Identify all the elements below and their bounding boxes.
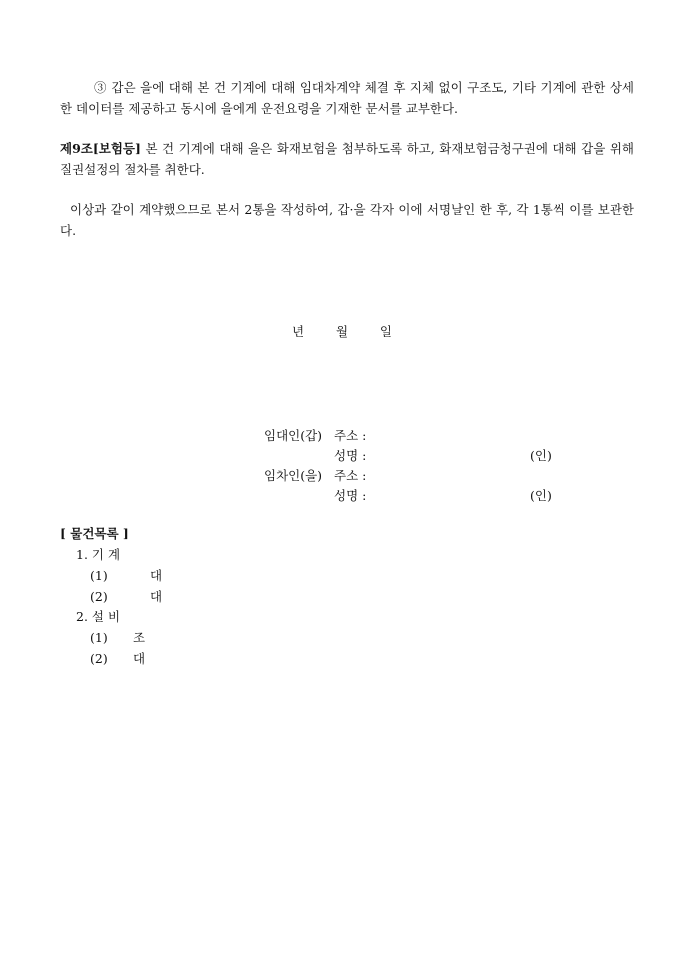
machine-item-unit: 대 — [150, 568, 163, 583]
machine-item-number: (1) — [90, 568, 108, 583]
date-day-label: 일 — [379, 324, 392, 339]
closing-paragraph: 이상과 같이 계약했으므로 본서 2통을 작성하여, 갑·을 각자 이에 서명날인 한 후, 각 1통씩 이를 보관한다. — [60, 202, 634, 238]
machines-section-title: 1. 기 계 — [76, 547, 121, 562]
clause-9-paragraph — [60, 138, 634, 180]
lessor-address-label: 주소 : — [334, 428, 367, 443]
date-year-label: 년 — [292, 324, 305, 339]
lessee-name-label: 성명 : — [334, 488, 367, 503]
contract-date — [292, 322, 392, 340]
lessor-seal-mark: (인) — [530, 448, 552, 463]
machine-item-unit: 대 — [150, 589, 163, 604]
lessor-party-label: 임대인(갑) — [264, 428, 323, 443]
clause-9-body: 본 건 기계에 대해 을은 화재보험을 첨부하도록 하고, 화재보험금청구권에 대해 갑을 위해 질권설정의 절차를 취한다. — [60, 141, 634, 177]
lessee-seal-mark: (인) — [530, 488, 552, 503]
lessor-name-label: 성명 : — [334, 448, 367, 463]
date-month-label: 월 — [335, 324, 349, 339]
equipment-item-unit: 대 — [133, 651, 146, 666]
equipment-item-number: (2) — [90, 651, 108, 666]
lessee-party-label: 임차인(을) — [264, 468, 323, 483]
item-list-heading: [ 물건목록 ] — [60, 526, 129, 541]
clause-8-paragraph-3: ③ 갑은 을에 대해 본 건 기계에 대해 임대차계약 체결 후 지체 없이 구조도, 기타 기계에 관한 상세한 데이터를 제공하고 동시에 을에게 운전요령을 기재한 문서를 교부한다. — [60, 80, 634, 116]
clause-9-title: 제9조[보험등] — [60, 141, 141, 156]
machine-item-number: (2) — [90, 589, 108, 604]
lessee-address-label: 주소 : — [334, 468, 367, 483]
equipment-item-unit: 조 — [133, 630, 146, 645]
equipment-section-title: 2. 설 비 — [76, 609, 121, 624]
equipment-item-number: (1) — [90, 630, 108, 645]
